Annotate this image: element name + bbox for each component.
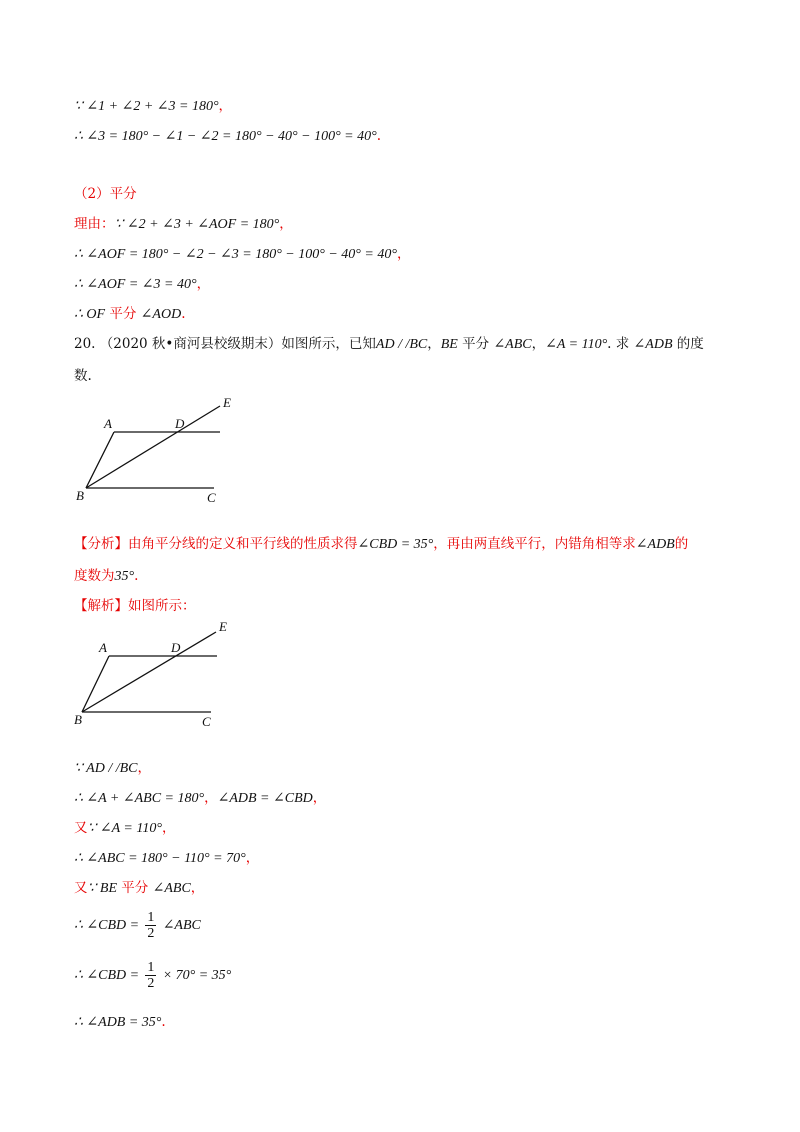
- numerator: 1: [147, 910, 155, 925]
- punctuation: ，: [218, 98, 233, 114]
- math-expression: ∴ ∠CBD =: [74, 968, 140, 983]
- text-bisects: 平分: [457, 336, 494, 352]
- reason-label: 理由：: [74, 216, 115, 232]
- math-expression: ∠ADB = ∠CBD: [217, 791, 313, 806]
- solution-line-angle3: [74, 126, 381, 147]
- question-number: 20.: [74, 336, 96, 352]
- math-expression: × 70° = 35°: [162, 968, 232, 983]
- analysis-text: ，再由两直线平行，内错角相等求: [433, 536, 636, 552]
- solution-step-8: [74, 1012, 166, 1033]
- question-20-line1: [74, 334, 704, 355]
- solution-step-6: [74, 908, 201, 943]
- reason-line: [74, 214, 293, 235]
- math-expression: ∵ ∠2 + ∠3 + ∠AOF = 180°: [114, 217, 280, 232]
- geometry-figure-question: [74, 392, 234, 504]
- math-expression: ∠ADB: [635, 537, 675, 552]
- math-expression: ∴ ∠ABC = 180° − 110° = 70°: [74, 851, 246, 866]
- label-e: E: [219, 619, 227, 634]
- condition-parallel: AD / /BC: [375, 337, 428, 352]
- punctuation: ，: [137, 760, 151, 776]
- math-expression: ∠ADB: [633, 337, 673, 352]
- math-expression: ∠ABC: [162, 918, 201, 933]
- solution-intro: 如图所示：: [128, 598, 196, 614]
- analysis-text: 的: [674, 536, 689, 552]
- solution-line-conclusion: [74, 304, 185, 325]
- question-ask-end: 的度: [672, 336, 704, 352]
- analysis-label: 【分析】: [74, 536, 128, 552]
- solution-heading: [74, 596, 196, 616]
- solution-step-4: [74, 848, 259, 869]
- math-expression: 35°: [114, 569, 135, 584]
- math-expression: BE: [440, 337, 458, 352]
- punctuation: .: [181, 306, 186, 322]
- solution-step-7: [74, 958, 231, 993]
- math-expression: ∴ ∠AOF = 180° − ∠2 − ∠3 = 180° − 100° − 40° = 40°: [74, 247, 397, 262]
- punctuation: ，: [245, 850, 260, 866]
- punctuation: ，: [427, 336, 441, 352]
- solution-label: 【解析】: [74, 598, 128, 614]
- analysis-text: 度数为: [74, 568, 115, 584]
- punctuation: ，: [312, 790, 327, 806]
- math-expression: ∠ABC: [493, 337, 532, 352]
- text-also: 又: [74, 820, 88, 836]
- math-expression: ∴ OF: [74, 307, 106, 322]
- punctuation: .: [376, 128, 382, 144]
- label-d: D: [171, 640, 181, 655]
- analysis-line1: [74, 534, 688, 555]
- text-also: 又: [74, 880, 88, 896]
- denominator: 2: [147, 976, 155, 991]
- punctuation: .: [161, 1014, 166, 1030]
- condition-angle-a: ∠A = 110°: [545, 337, 608, 352]
- math-expression: ∴ ∠A + ∠ABC = 180°: [74, 791, 205, 806]
- math-expression: ∴ ∠ADB = 35°: [74, 1015, 162, 1030]
- punctuation: ，: [190, 880, 205, 896]
- punctuation: .: [134, 568, 139, 584]
- punctuation: ，: [531, 336, 546, 352]
- fraction-one-half: [145, 960, 156, 991]
- punctuation: ，: [204, 790, 218, 806]
- solution-line-sum-angles: [74, 96, 232, 117]
- analysis-line2: [74, 566, 138, 587]
- math-expression: ∴ ∠CBD =: [74, 918, 140, 933]
- solution-step-2: [74, 788, 326, 809]
- label-a: A: [99, 640, 107, 655]
- solution-line-aof-equal: [74, 274, 210, 295]
- punctuation: ，: [396, 246, 411, 262]
- label-c: C: [207, 490, 216, 504]
- text-bisects: 平分: [117, 880, 153, 896]
- math-expression: ∵ ∠A = 110°: [87, 821, 162, 836]
- solution-step-1: [74, 758, 151, 779]
- math-expression: ∠CBD = 35°: [357, 537, 434, 552]
- question-20-line2: 数.: [74, 368, 92, 384]
- math-expression: ∴ ∠3 = 180° − ∠1 − ∠2 = 180° − 40° − 100° = 40°: [74, 129, 377, 144]
- punctuation: ，: [196, 276, 211, 292]
- solution-step-3: [74, 818, 175, 839]
- question-ask: . 求: [607, 336, 634, 352]
- question-source: （2020 秋•商河县校级期末）如图所示，已知: [99, 336, 376, 352]
- geometry-figure-solution: [74, 618, 234, 730]
- math-expression: ∵ AD / /BC: [74, 761, 138, 776]
- solution-line-aof-calc: [74, 244, 410, 265]
- numerator: 1: [147, 960, 155, 975]
- punctuation: ，: [279, 216, 293, 232]
- math-expression: ∴ ∠AOF = ∠3 = 40°: [74, 277, 197, 292]
- math-expression: ∠ABC: [152, 881, 191, 896]
- label-d: D: [175, 416, 185, 431]
- punctuation: ，: [161, 820, 176, 836]
- math-expression: ∠AOD: [140, 307, 182, 322]
- part2-heading: （2）平分: [74, 186, 137, 202]
- solution-step-5: [74, 878, 204, 899]
- label-b: B: [76, 488, 84, 503]
- label-b: B: [74, 712, 82, 727]
- math-expression: ∵ ∠1 + ∠2 + ∠3 = 180°: [74, 99, 219, 114]
- fraction-one-half: [145, 910, 156, 941]
- label-e: E: [223, 395, 231, 410]
- denominator: 2: [147, 926, 155, 941]
- math-expression: ∵ BE: [87, 881, 118, 896]
- text-bisects: 平分: [105, 306, 141, 322]
- label-a: A: [104, 416, 112, 431]
- label-c: C: [202, 714, 211, 729]
- analysis-text: 由角平分线的定义和平行线的性质求得: [128, 536, 358, 552]
